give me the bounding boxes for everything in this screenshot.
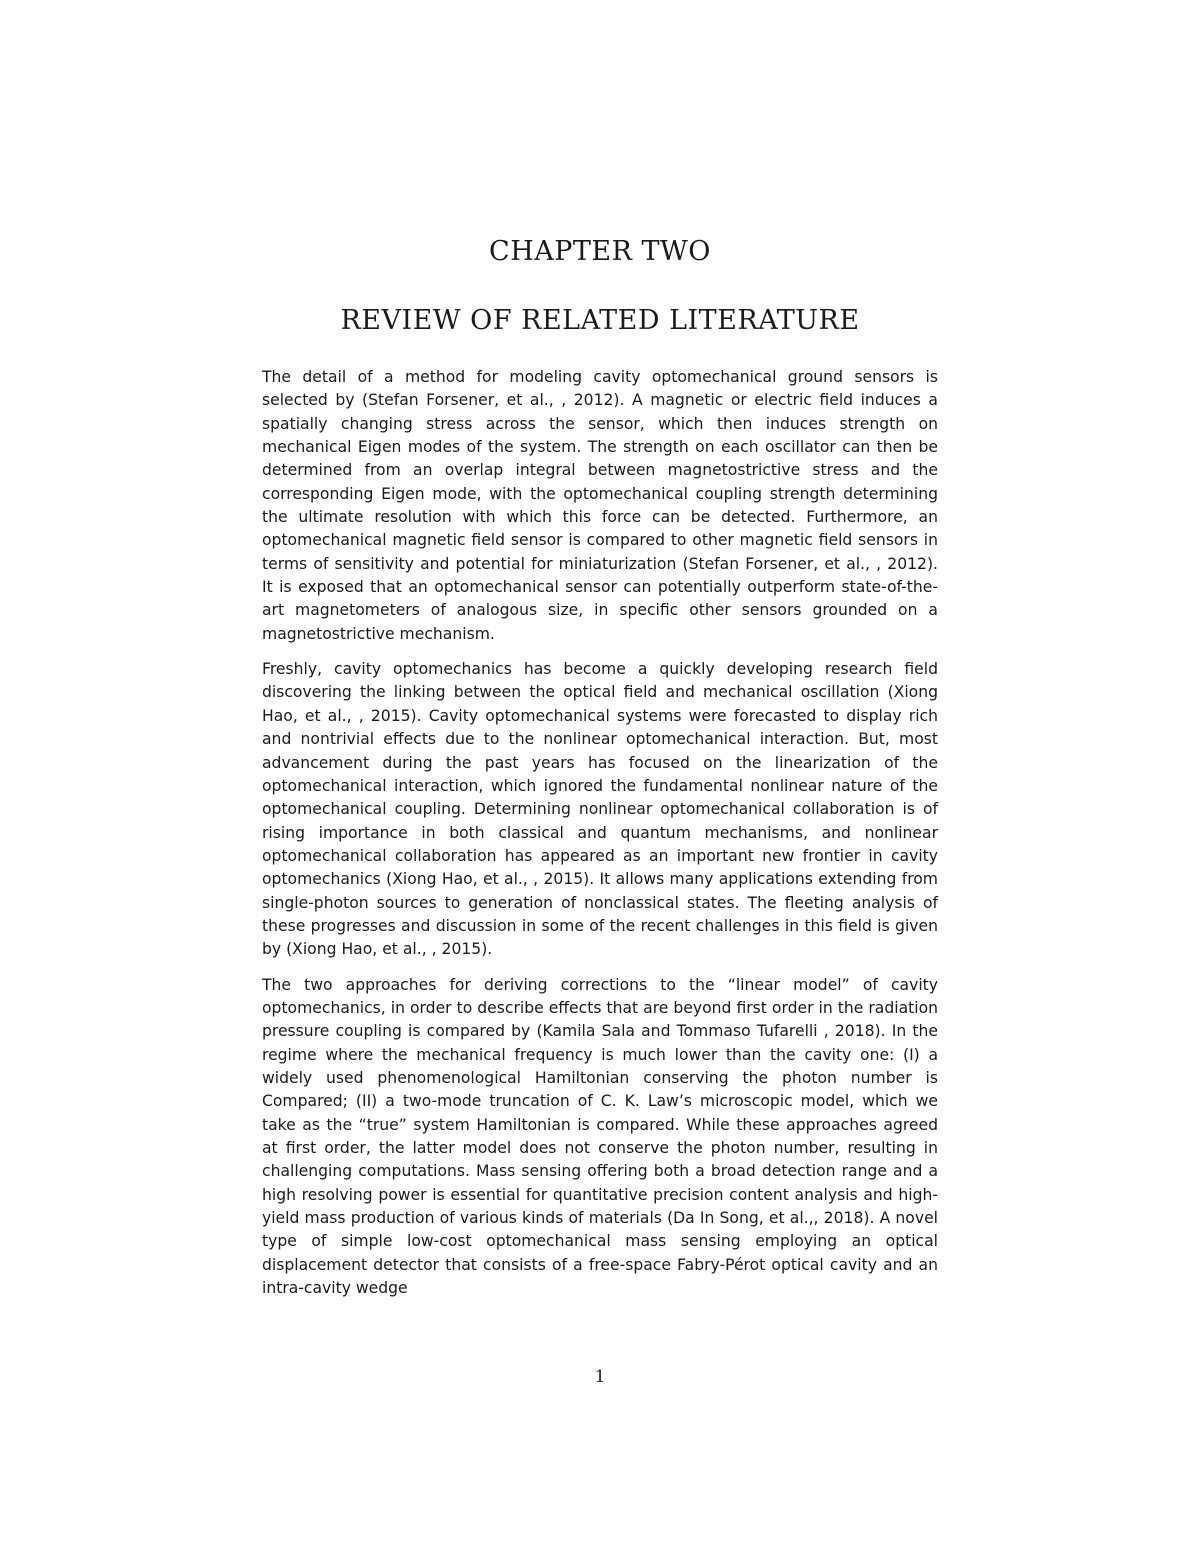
chapter-title-heading: REVIEW OF RELATED LITERATURE (340, 305, 860, 336)
paragraph-1: The detail of a method for modeling cavity optomechanical ground sensors is selected by (Stefan Forsener, et al., , 2012). A magnetic or electric field induces a spatially changing stress across the sensor, which then induces strength on mechanical Eigen modes of the system. The strength on each oscillator can then be determined from an overlap integral between magnetostrictive stress and the corresponding Eigen mode, with the optomechanical coupling strength determining the ultimate resolution with which this force can be detected. Furthermore, an optomechanical magnetic field sensor is compared to other magnetic field sensors in terms of sensitivity and potential for miniaturization (Stefan Forsener, et al., , 2012). It is exposed that an optomechanical sensor can potentially outperform state-of-the-art magnetometers of analogous size, in specific other sensors grounded on a magnetostrictive mechanism. (262, 368, 938, 643)
paragraph-3: The two approaches for deriving corrections to the “linear model” of cavity optomechanics, in order to describe effects that are beyond first order in the radiation pressure coupling is compared by (Kamila Sala and Tommaso Tufarelli , 2018). In the regime where the mechanical frequency is much lower than the cavity one: (I) a widely used phenomenological Hamiltonian conserving the photon number is Compared; (II) a two-mode truncation of C. K. Law’s microscopic model, which we take as the “true” system Hamiltonian is compared. While these approaches agreed at first order, the latter model does not conserve the photon number, resulting in challenging computations. Mass sensing offering both a broad detection range and a high resolving power is essential for quantitative precision content analysis and high-yield mass production of various kinds of materials (Da In Song, et al.,, 2018). A novel type of simple low-cost optomechanical mass sensing employing an optical displacement detector that consists of a free-space Fabry-Pérot optical cavity and an intra-cavity wedge (262, 975, 938, 1298)
paragraph-2: Freshly, cavity optomechanics has become a quickly developing research field discovering the linking between the optical field and mechanical oscillation (Xiong Hao, et al., , 2015). Cavity optomechanical systems were forecasted to display rich and nontrivial effects due to the nonlinear optomechanical interaction. But, most advancement during the past years has focused on the linearization of the optomechanical interaction, which ignored the fundamental nonlinear nature of the optomechanical coupling. Determining nonlinear optomechanical collaboration is of rising importance in both classical and quantum mechanisms, and nonlinear optomechanical collaboration has appeared as an important new frontier in cavity optomechanics (Xiong Hao, et al., , 2015). It allows many applications extending from single-photon sources to generation of nonclassical states. The fleeting analysis of these progresses and discussion in some of the recent challenges in this field is given by (Xiong Hao, et al., , 2015). (262, 660, 938, 959)
page-number: 1 (594, 1367, 606, 1387)
chapter-number-heading: CHAPTER TWO (489, 236, 711, 267)
body-text (262, 366, 938, 1312)
